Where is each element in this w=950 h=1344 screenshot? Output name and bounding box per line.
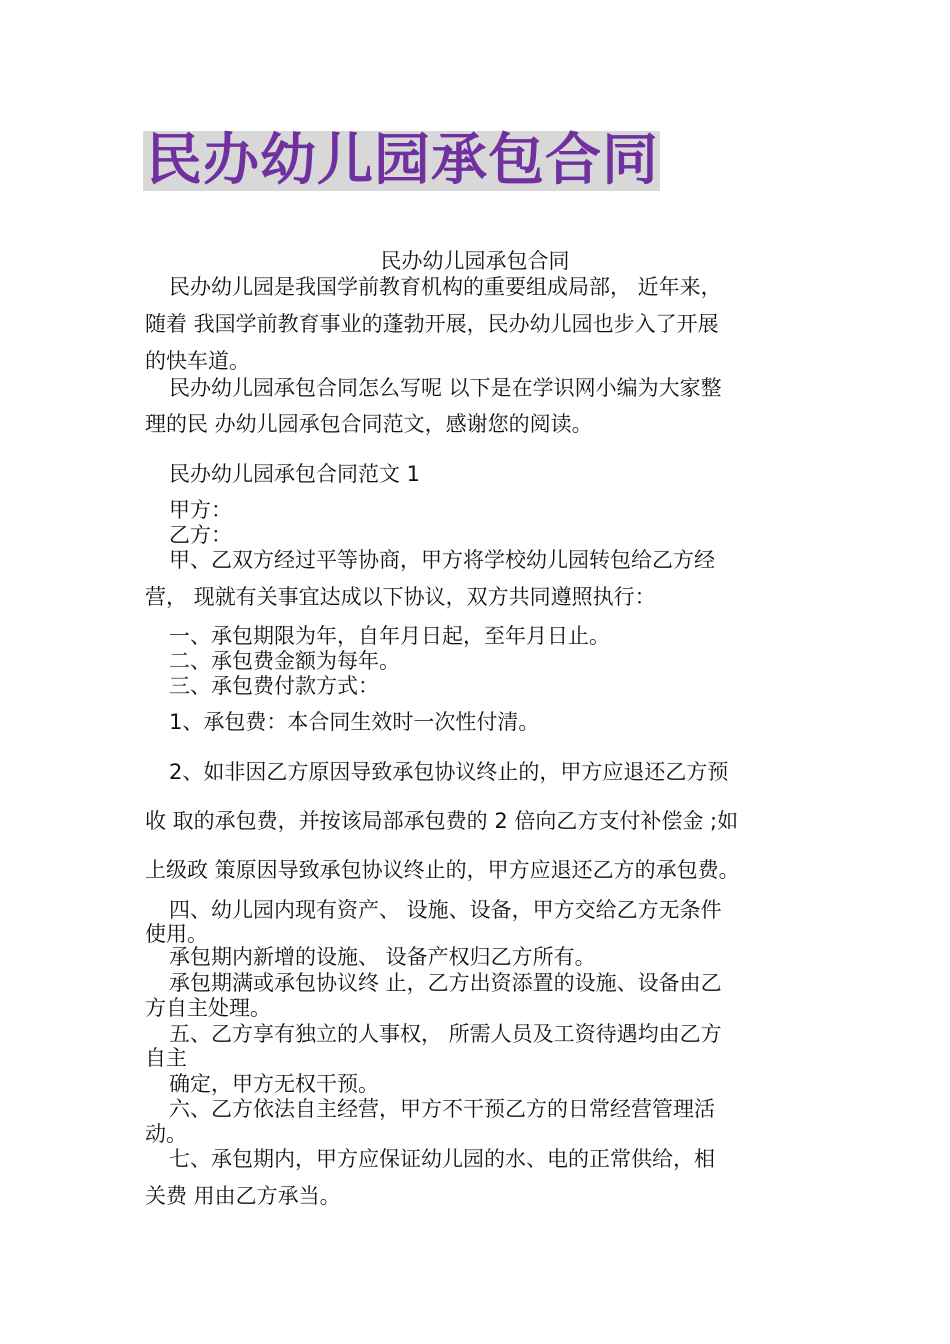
paragraph-line: 民办幼儿园承包合同怎么写呢 以下是在学识网小编为大家整 xyxy=(169,376,722,400)
clause-line: 动。 xyxy=(145,1122,187,1146)
paragraph-line: 随着 我国学前教育事业的蓬勃开展，民办幼儿园也步入了开展 xyxy=(145,312,719,336)
clause-line: 关费 用由乙方承当。 xyxy=(145,1184,341,1208)
paragraph-line: 民办幼儿园是我国学前教育机构的重要组成局部， 近年来， xyxy=(169,275,722,299)
clause-line: 一、承包期限为年，自年月日起，至年月日止。 xyxy=(169,624,610,648)
clause-line: 方自主处理。 xyxy=(145,996,271,1020)
clause-line: 五、乙方享有独立的人事权， 所需人员及工资待遇均由乙方 xyxy=(169,1022,722,1046)
party-a-line: 甲方： xyxy=(169,498,232,522)
document-heading: 民办幼儿园承包合同 xyxy=(380,249,570,273)
clause-line: 1、承包费：本合同生效时一次性付清。 xyxy=(169,710,540,734)
clause-line: 七、承包期内，甲方应保证幼儿园的水、电的正常供给，相 xyxy=(169,1147,715,1171)
party-b-line: 乙方： xyxy=(169,523,232,547)
clause-line: 收 取的承包费，并按该局部承包费的 2 倍向乙方支付补偿金 ;如 xyxy=(145,809,739,833)
clause-line: 使用。 xyxy=(145,922,208,946)
clause-line: 二、承包费金额为每年。 xyxy=(169,649,400,673)
paragraph-line: 理的民 办幼儿园承包合同范文，感谢您的阅读。 xyxy=(145,412,593,436)
clause-line: 2、如非因乙方原因导致承包协议终止的，甲方应退还乙方预 xyxy=(169,760,729,784)
clause-line: 承包期内新增的设施、 设备产权归乙方所有。 xyxy=(169,945,596,969)
clause-line: 确定，甲方无权干预。 xyxy=(169,1072,379,1096)
clause-line: 四、幼儿园内现有资产、 设施、设备，甲方交给乙方无条件 xyxy=(169,898,722,922)
clause-line: 上级政 策原因导致承包协议终止的，甲方应退还乙方的承包费。 xyxy=(145,858,740,882)
paragraph-line: 的快车道。 xyxy=(145,349,250,373)
page-title: 民办幼儿园承包合同 xyxy=(146,128,659,193)
section-heading: 民办幼儿园承包合同范文 1 xyxy=(169,462,421,486)
clause-line: 三、承包费付款方式： xyxy=(169,674,379,698)
paragraph-line: 营， 现就有关事宜达成以下协议，双方共同遵照执行： xyxy=(145,585,656,609)
clause-line: 六、乙方依法自主经营，甲方不干预乙方的日常经营管理活 xyxy=(169,1097,715,1121)
paragraph-line: 甲、乙双方经过平等协商，甲方将学校幼儿园转包给乙方经 xyxy=(169,548,715,572)
clause-line: 承包期满或承包协议终 止，乙方出资添置的设施、设备由乙 xyxy=(169,971,722,995)
clause-line: 自主 xyxy=(145,1046,187,1070)
